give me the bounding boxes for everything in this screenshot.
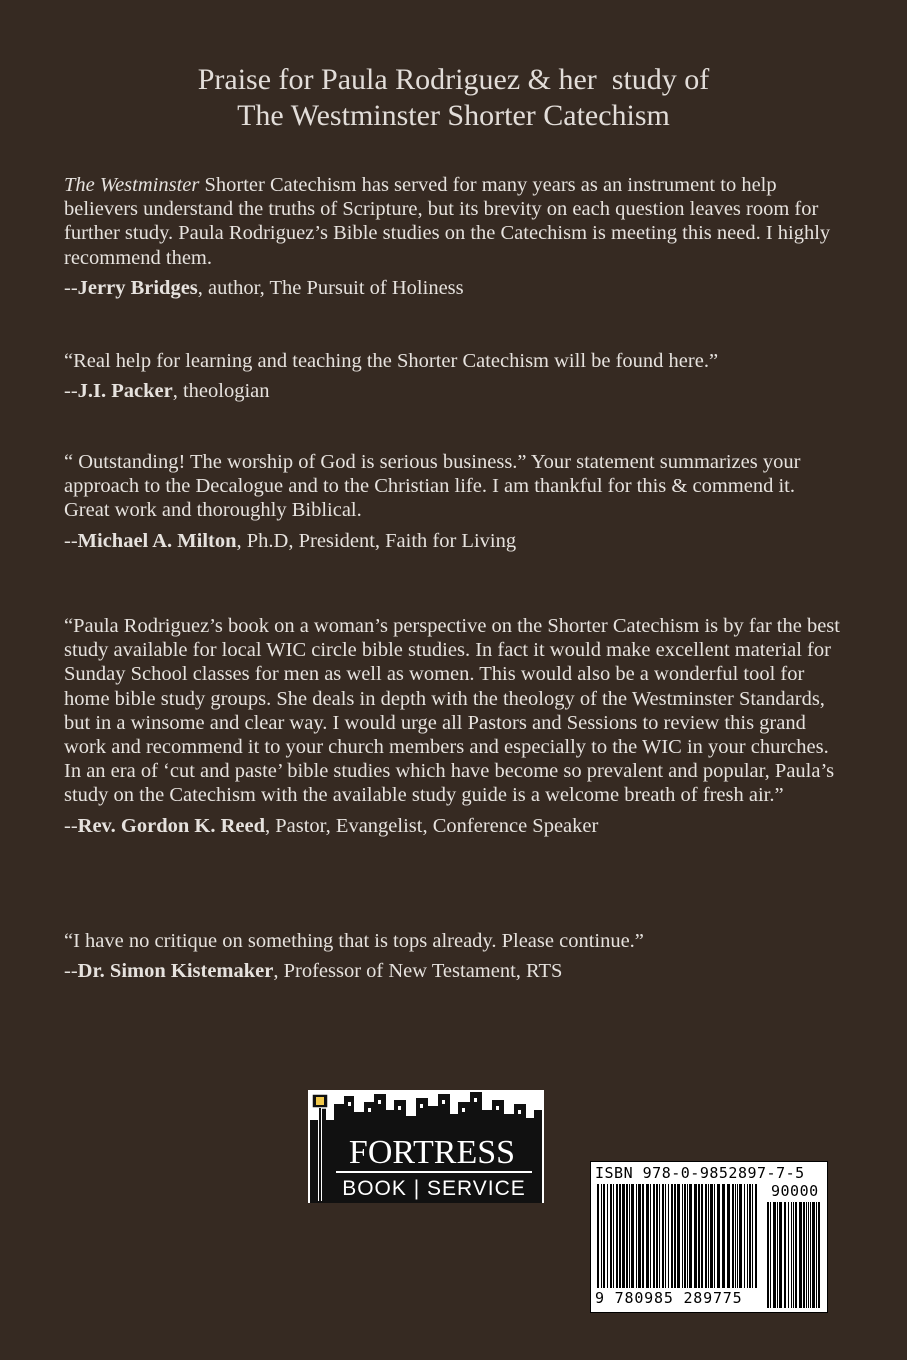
- isbn-barcode: [590, 1161, 828, 1313]
- barcode-stripe: [616, 1184, 618, 1288]
- barcode-stripe: [816, 1202, 817, 1308]
- barcode-stripe: [689, 1184, 692, 1288]
- barcode-stripe: [656, 1184, 658, 1288]
- barcode-stripe: [636, 1184, 637, 1288]
- barcode-stripe: [671, 1184, 673, 1288]
- barcode-stripe: [788, 1202, 789, 1308]
- barcode-stripe: [806, 1202, 807, 1308]
- barcode-stripe: [784, 1202, 786, 1308]
- endorsement-attribution: [64, 276, 844, 300]
- barcode-stripe: [770, 1202, 771, 1308]
- endorsement-reed: [64, 614, 844, 838]
- barcode-stripe: [717, 1184, 720, 1288]
- barcode-stripe: [694, 1184, 697, 1288]
- barcode-stripe: [793, 1202, 794, 1308]
- endorser-name: Jerry Bridges: [77, 276, 198, 299]
- endorser-role: , Professor of New Testament, RTS: [273, 960, 563, 983]
- endorsement-attribution: [64, 379, 844, 403]
- endorsement-text: [64, 173, 844, 270]
- endorsement-bridges: [64, 173, 844, 300]
- barcode-stripe: [698, 1184, 700, 1288]
- barcode-stripe: [629, 1184, 630, 1288]
- attribution-dash: --: [64, 960, 78, 983]
- barcode-stripe: [601, 1184, 602, 1288]
- attribution-dash: --: [64, 276, 78, 299]
- fortress-book-service-logo: [308, 1090, 544, 1203]
- barcode-stripe: [677, 1184, 680, 1288]
- endorser-name: J.I. Packer: [77, 380, 173, 403]
- barcode-stripe: [668, 1184, 669, 1288]
- barcode-stripe: [752, 1184, 753, 1288]
- barcode-stripe: [739, 1184, 742, 1288]
- barcode-stripe: [662, 1184, 664, 1288]
- heading-line-1: Praise for Paula Rodriguez & her study of: [197, 63, 710, 96]
- barcode-stripe: [687, 1184, 688, 1288]
- endorsement-text-body: Shorter Catechism has served for many years as an instrument to help believers understand the truths of Scripture, but its brevity on each question leaves room for further study. Paula Rodriguez’s Bible studies on the Catechism is meeting this need. I highly recommend them.: [64, 174, 831, 269]
- endorsement-text: “I have no critique on something that is tops already. Please continue.”: [64, 930, 644, 952]
- heading-line-2: The Westminster Shorter Catechism: [237, 99, 670, 132]
- barcode-stripe: [755, 1184, 757, 1288]
- barcode-stripe: [791, 1202, 792, 1308]
- endorsement-attribution: [64, 529, 844, 553]
- endorsement-text-italic: The Westminster: [64, 174, 200, 196]
- barcode-stripe: [631, 1184, 634, 1288]
- barcode-stripe: [779, 1202, 782, 1308]
- attribution-dash: --: [64, 814, 78, 837]
- endorsement-attribution: [64, 959, 844, 983]
- barcode-stripe: [773, 1202, 776, 1308]
- barcode-stripe: [714, 1184, 715, 1288]
- endorser-name: Michael A. Milton: [77, 529, 237, 552]
- barcode-stripe: [650, 1184, 651, 1288]
- logo-line-1: FORTRESS: [348, 1134, 516, 1171]
- barcode-stripe: [744, 1184, 745, 1288]
- endorsement-milton: [64, 450, 844, 553]
- endorser-role: , Ph.D, President, Faith for Living: [236, 529, 517, 552]
- barcode-stripe: [622, 1184, 625, 1288]
- barcode-stripe: [619, 1184, 621, 1288]
- endorsement-text: “ Outstanding! The worship of God is serious business.” Your statement summarizes your approach to the Decalogue and to the Christian life. I am thankful for this & commend it. Great work and thoroughly Biblical.: [64, 451, 801, 522]
- barcode-number: 9 780985 289775: [595, 1289, 743, 1307]
- endorsement-packer: [64, 349, 844, 403]
- barcode-stripe: [812, 1202, 815, 1308]
- barcode-stripe: [810, 1202, 811, 1308]
- barcode-stripe: [674, 1184, 676, 1288]
- endorsement-kistemaker: [64, 929, 844, 983]
- barcode-stripe: [803, 1202, 805, 1308]
- endorser-role: , Pastor, Evangelist, Conference Speaker: [265, 814, 599, 837]
- barcode-stripe: [735, 1184, 736, 1288]
- barcode-stripe: [684, 1184, 686, 1288]
- barcode-stripe: [727, 1184, 730, 1288]
- barcode-stripe: [610, 1184, 612, 1288]
- barcode-stripe: [777, 1202, 778, 1308]
- endorsement-attribution: [64, 814, 844, 838]
- barcode-stripe: [646, 1184, 649, 1288]
- barcode-stripe: [767, 1202, 769, 1308]
- barcode-stripe: [808, 1202, 809, 1308]
- endorser-name: Rev. Gordon K. Reed: [77, 814, 265, 837]
- barcode-stripe: [795, 1202, 797, 1308]
- barcode-stripe: [732, 1184, 734, 1288]
- endorser-role: , theologian: [172, 380, 270, 403]
- endorsement-text: “Real help for learning and teaching the Shorter Catechism will be found here.”: [64, 350, 719, 372]
- barcode-stripe: [749, 1184, 751, 1288]
- barcode-stripe: [613, 1184, 614, 1288]
- barcode-stripe: [701, 1184, 703, 1288]
- barcode-stripe: [653, 1184, 655, 1288]
- endorser-role: , author, The Pursuit of Holiness: [197, 276, 464, 299]
- barcode-stripe: [722, 1184, 725, 1288]
- barcode-stripe: [659, 1184, 660, 1288]
- barcode-stripe: [665, 1184, 666, 1288]
- endorsement-text: “Paula Rodriguez’s book on a woman’s perspective on the Shorter Catechism is by far the best study available for local WIC circle bible studies. In fact it would make excellent material for Sunday School classes for men as well as women. This would also be a wonderful tool for home bible study groups. She deals in depth with the theology of the Westminster Standards, but in a winsome and clear way. I would urge all Pastors and Sessions to review this grand work and recommend it to your church members and especially to the WIC in your churches. In an era of ‘cut and paste’ bible studies which have become so prevalent and popular, Paula’s study on the Catechism with the available study guide is a welcome breath of fresh air.”: [64, 615, 840, 807]
- barcode-stripe: [710, 1184, 713, 1288]
- barcode-stripe: [638, 1184, 641, 1288]
- barcode-stripe: [818, 1202, 820, 1308]
- attribution-dash: --: [64, 380, 78, 403]
- barcode-stripe: [682, 1184, 683, 1288]
- barcode-stripe: [747, 1184, 748, 1288]
- barcode-stripe: [597, 1184, 599, 1288]
- barcode-stripe: [642, 1184, 644, 1288]
- price-addon-number: 90000: [771, 1182, 819, 1200]
- barcode-stripe: [705, 1184, 707, 1288]
- barcode-stripe: [799, 1202, 802, 1308]
- endorser-name: Dr. Simon Kistemaker: [77, 960, 274, 983]
- isbn-label: ISBN 978-0-9852897-7-5: [595, 1164, 805, 1182]
- attribution-dash: --: [64, 529, 78, 552]
- barcode-stripe: [607, 1184, 608, 1288]
- barcode-stripe: [737, 1184, 738, 1288]
- barcode-stripe: [626, 1184, 628, 1288]
- logo-line-2: BOOK | SERVICE: [342, 1177, 526, 1200]
- barcode-stripe: [708, 1184, 709, 1288]
- barcode-stripe: [603, 1184, 605, 1288]
- page-heading: [0, 62, 907, 134]
